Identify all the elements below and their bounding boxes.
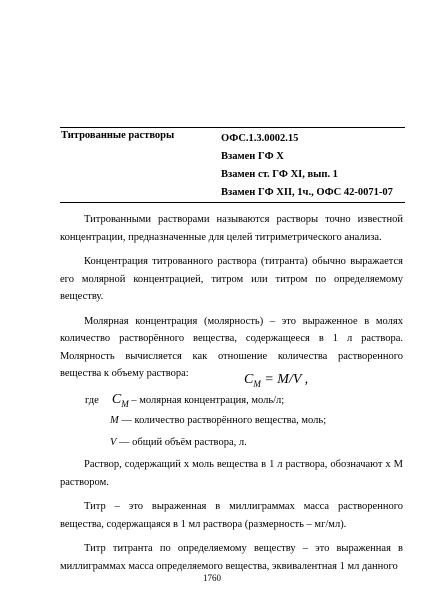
definition-2 — [110, 415, 326, 426]
definition-1-sub: M — [121, 398, 129, 409]
monograph-code: ОФС.1.3.0002.15 — [221, 133, 299, 144]
paragraph-1: Титрованными растворами называются растворы точно известной концентрации, предназначенные для целей титриметрического анализа. — [60, 214, 403, 243]
body-block-2 — [60, 456, 403, 585]
definition-2-symbol: M — [110, 415, 119, 426]
definition-2-text: — количество растворённого вещества, моль; — [118, 415, 327, 426]
definition-3-text: — общий объём раствора, л. — [116, 437, 247, 448]
formula-lhs-sub: M — [253, 378, 261, 389]
definition-1-symbol: C — [111, 392, 122, 407]
paragraph-5: Титр – это выраженная в миллиграммах масса растворенного вещества, содержащаяся в 1 мл раствора (размерность – мг/мл). — [60, 501, 403, 530]
header-top-rule — [60, 127, 405, 128]
definition-3 — [110, 437, 247, 448]
molarity-formula — [244, 372, 308, 389]
header-codes — [221, 130, 393, 202]
body-block-1 — [60, 211, 403, 393]
header-bottom-rule — [60, 202, 405, 203]
paragraph-3: Молярная концентрация (молярность) – это выраженное в молях количество растворённого вещества, содержащееся в 1 л раствора. Молярность вычисляется как отношение количества растворенного вещества к объему раствора: — [60, 315, 403, 379]
section-title: Титрованные растворы — [61, 130, 175, 141]
page-number: 1760 — [203, 573, 221, 583]
paragraph-2: Концентрация титрованного раствора (титранта) обычно выражается его молярной концентрацией, титром или титром по определяемому веществу. — [60, 256, 403, 302]
definition-1-text: – молярная концентрация, моль/л; — [128, 395, 285, 406]
replaces-line-1: Взамен ГФ X — [221, 151, 284, 162]
formula-rhs: = M/V , — [264, 372, 309, 387]
replaces-line-3: Взамен ГФ XII, 1ч., ОФС 42-0071-07 — [221, 187, 393, 198]
where-label: где — [85, 395, 99, 406]
paragraph-4: Раствор, содержащий x моль вещества в 1 л раствора, обозначают x М раствором. — [60, 459, 403, 488]
replaces-line-2: Взамен ст. ГФ XI, вып. 1 — [221, 169, 338, 180]
formula-lhs: C — [244, 372, 254, 387]
definition-3-symbol: V — [110, 437, 117, 448]
definition-1 — [85, 392, 284, 409]
paragraph-6: Титр титранта по определяемому веществу – это выраженная в миллиграммах масса определяемого вещества, эквивалентная 1 мл данного — [60, 543, 403, 572]
